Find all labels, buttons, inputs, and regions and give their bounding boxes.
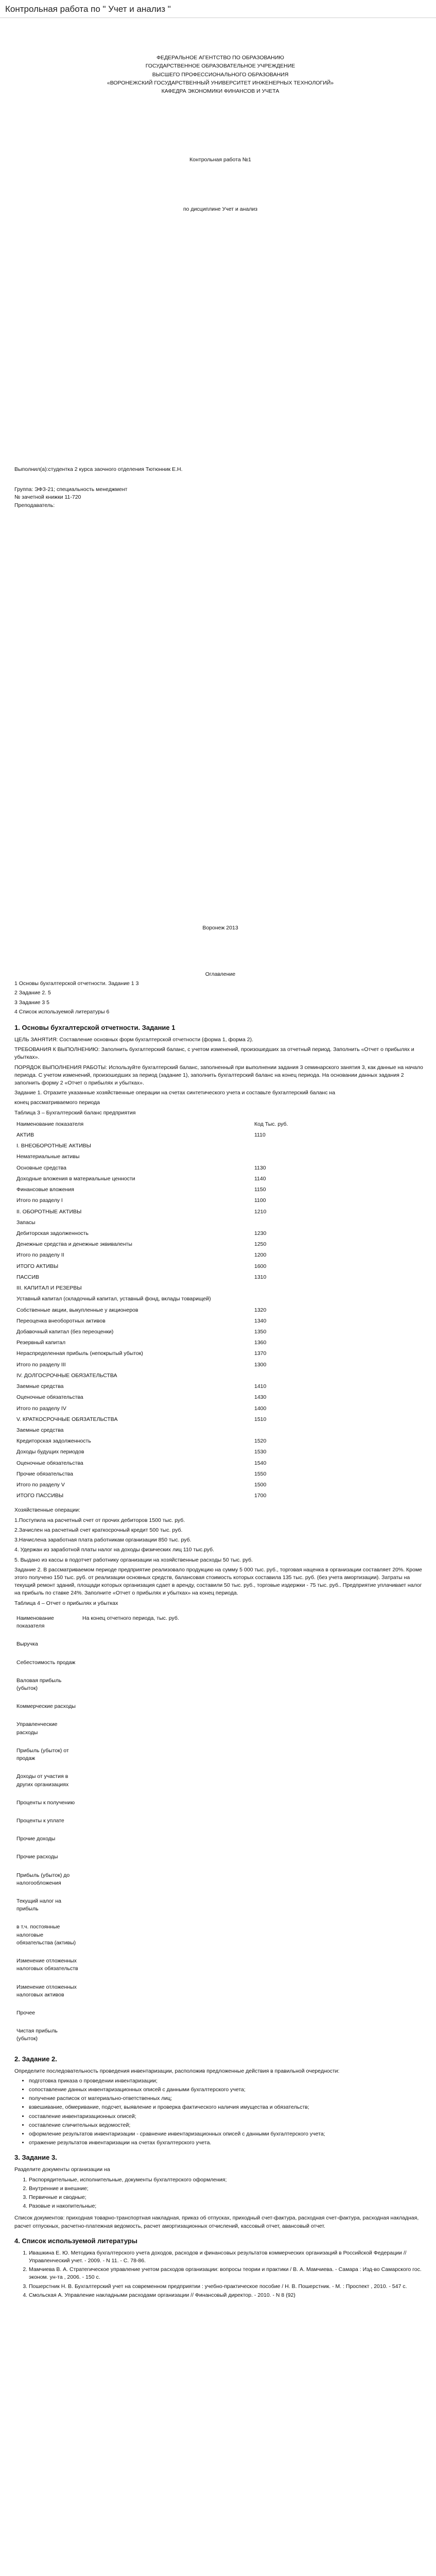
row-value (80, 1768, 303, 1793)
paragraph: Задание 1. Отразите указанные хозяйственные операции на счетах синтетического учета и составьте бухгалтерский баланс на (14, 1090, 336, 1096)
doc-categories (14, 2176, 426, 2211)
row-name: Нераспределенная прибыль (непокрытый убыток) (16, 1350, 143, 1357)
document-header (0, 0, 436, 18)
row-name: ИТОГО АКТИВЫ (16, 1263, 59, 1269)
table-row (14, 1337, 303, 1348)
row-name: Заемные средства (16, 1383, 64, 1390)
table-of-contents (14, 971, 426, 1018)
section4-heading: 4. Список используемой литературы (14, 2236, 137, 2245)
column-header: На конец отчетного периода, тыс. руб. (82, 1615, 179, 1621)
table-row (14, 1163, 303, 1174)
row-name: Прибыль (убыток) до налогообложения (16, 1872, 70, 1886)
row-name: Финансовые вложения (16, 1187, 74, 1193)
row-code: 1350 (254, 1328, 267, 1335)
column-header: Наименование показателя (16, 1121, 84, 1127)
list-item: 3. Пошерстник Н. В. Бухгалтерский учет на современном предприятии : учебно-практическое пособие / Н. В. Пошерстник. - М. : Проспект , 2010. - 547 с. (29, 2283, 426, 2291)
row-name: IV. ДОЛГОСРОЧНЫЕ ОБЯЗАТЕЛЬСТВА (16, 1372, 117, 1379)
table-row (14, 1130, 303, 1141)
operation: 1.Поступила на расчетный счет от прочих дебиторов 1500 тыс. руб. (14, 1517, 185, 1523)
row-code: 1230 (254, 1230, 267, 1236)
row-value (80, 1794, 303, 1812)
row-name: в т.ч. постоянные налоговые обязательства (активы) (16, 1924, 76, 1946)
row-value (80, 1848, 303, 1866)
row-value (80, 1742, 303, 1768)
row-value (80, 1892, 303, 1918)
list-item: 4. Разовые и накопительные; (29, 2202, 426, 2210)
row-name: Прочее (16, 2010, 36, 2016)
info-line: № зачетной книжки 11-720 (14, 494, 81, 501)
row-name: Проценты к уплате (16, 1817, 64, 1824)
student-info (14, 466, 426, 510)
row-name: Доходы от участия в других организациях (16, 1773, 69, 1788)
bibliography (14, 2249, 426, 2299)
list-item: 4. Смольская А. Управление накладными расходами организации // Финансовый директор. - 2010. - N 8 (92) (29, 2292, 426, 2299)
row-code: 1550 (254, 1470, 267, 1477)
row-value (80, 2004, 303, 2022)
row-code: 1530 (254, 1449, 267, 1455)
row-name: Итого по разделу I (16, 1197, 63, 1204)
table-row (14, 1892, 303, 1918)
row-name: III. КАПИТАЛ И РЕЗЕРВЫ (16, 1285, 82, 1292)
table-row (14, 1918, 303, 1952)
main-content (14, 1017, 426, 2303)
row-name: Итого по разделу V (16, 1482, 65, 1488)
table-row (14, 1403, 303, 1414)
row-name: Оценочные обязательства (16, 1460, 83, 1466)
document-body (14, 23, 426, 2298)
row-code: 1130 (254, 1164, 266, 1171)
paragraph: ТРЕБОВАНИЯ К ВЫПОЛНЕНИЮ: Заполнить бухгалтерский баланс, с учетом изменений, произошедших за отчетный период. Заполнить «Отчет о прибылях и убытках». (14, 1046, 414, 1061)
row-code: 1210 (254, 1208, 267, 1215)
row-name: Дебиторская задолженность (16, 1230, 89, 1236)
row-name: Нематериальные активы (16, 1154, 80, 1160)
table-row (14, 1952, 303, 1978)
list-item: • взвешивание, обмеривание, подсчет, выявление и проверка фактического наличия имущества и обязательств; (29, 2104, 426, 2111)
toc-item[interactable]: 3 Задание 3 5 (14, 999, 49, 1006)
table-row (14, 1469, 303, 1480)
list-item: • оформление результатов инвентаризации - сравнение инвентаризационных описей с данными бухгалтерского учета; (29, 2130, 426, 2138)
agency-line: КАФЕДРА ЭКОНОМИКИ ФИНАНСОВ И УЧЕТА (161, 88, 280, 95)
city-year: Воронеж 2013 (202, 925, 238, 931)
info-line: Выполнил(а):студентка 2 курса заочного отделения Тютюнник Е.Н. (14, 466, 183, 472)
table-row (14, 1848, 303, 1866)
table-row (14, 1174, 303, 1184)
table-row (14, 1830, 303, 1848)
table-row (14, 1360, 303, 1370)
table4-title: Таблица 4 – Отчет о прибылях и убытках (14, 1600, 118, 1606)
paragraph: ЦЕЛЬ ЗАНЯТИЯ: Составление основных форм бухгалтерской отчетности (форма 1, форма 2). (14, 1036, 254, 1043)
row-name: Добавочный капитал (без переоценки) (16, 1328, 114, 1335)
row-code: 1520 (254, 1438, 267, 1445)
row-code (252, 1217, 303, 1228)
balance-table (14, 1119, 303, 1502)
row-name: Прочие доходы (16, 1836, 56, 1842)
section2-heading: 2. Задание 2. (14, 2055, 57, 2063)
row-value (80, 1918, 303, 1952)
row-name: Прочие обязательства (16, 1470, 73, 1477)
table-row (14, 1672, 303, 1698)
row-name: Кредиторская задолженность (16, 1438, 91, 1445)
paragraph: Определите последовательность проведения инвентаризации, расположив предложенные действия в правильной очередности: (14, 2067, 340, 2074)
table-row (14, 1490, 303, 1501)
row-value (80, 1978, 303, 2004)
row-name: Собственные акции, выкупленные у акционеров (16, 1307, 138, 1313)
row-code: 1140 (254, 1175, 266, 1182)
row-name: Выручка (16, 1641, 38, 1648)
row-name: Переоценка внеоборотных активов (16, 1317, 106, 1324)
table-row (14, 1436, 303, 1447)
column-header: Код Тыс. руб. (254, 1121, 288, 1127)
table-row (14, 1250, 303, 1261)
table-row (14, 1425, 303, 1436)
table-row (14, 1794, 303, 1812)
row-value (80, 1654, 303, 1672)
row-name: АКТИВ (16, 1132, 34, 1139)
row-code: 1500 (254, 1482, 267, 1488)
row-name: Денежные средства и денежные эквиваленты (16, 1241, 132, 1248)
table-row (14, 1716, 303, 1741)
row-value (80, 1635, 303, 1653)
row-value (80, 1716, 303, 1741)
row-value (80, 1867, 303, 1892)
agency-block (14, 54, 426, 95)
table-row (14, 1654, 303, 1672)
row-name: I. ВНЕОБОРОТНЫЕ АКТИВЫ (16, 1143, 91, 1149)
row-name: II. ОБОРОТНЫЕ АКТИВЫ (16, 1208, 82, 1215)
row-name: Изменение отложенных налоговых активов (16, 1984, 77, 1998)
table-row (14, 2022, 303, 2048)
info-line: Преподаватель: (14, 502, 55, 509)
table-row (14, 1370, 303, 1381)
row-code (252, 1283, 303, 1294)
paragraph: Таблица 3 – Бухгалтерский баланс предприятия (14, 1109, 136, 1116)
list-item: • составление сличительных ведомостей; (29, 2122, 426, 2129)
list-item: • получение расписок от материально-ответственных лиц; (29, 2095, 426, 2103)
row-name: Доходные вложения в материальные ценности (16, 1175, 135, 1182)
row-name: ПАССИВ (16, 1274, 40, 1280)
paragraph: Разделите документы организации на (14, 2166, 110, 2173)
info-line: Группа: ЭФЗ-21; специальность менеджмент (14, 486, 128, 493)
row-code: 1300 (254, 1361, 267, 1368)
agency-line: ГОСУДАРСТВЕННОЕ ОБРАЗОВАТЕЛЬНОЕ УЧРЕЖДЕНИЕ (145, 63, 295, 70)
row-code: 1150 (254, 1187, 266, 1193)
row-name: Итого по разделу III (16, 1361, 66, 1368)
list-item: • сопоставление данных инвентаризационных описей с данными бухгалтерского учета; (29, 2086, 426, 2094)
row-code: 1310 (254, 1274, 267, 1280)
ops-title: Хозяйственные операции: (14, 1507, 80, 1514)
row-code (252, 1151, 303, 1162)
task2-text: Задание 2. В рассматриваемом периоде предприятие реализовало продукцию на сумму 5 000 тыс. руб., торговая наценка в организации составляет 20%. Кроме этого получено 150 тыс. руб. от реализации основных средств, балансовая стоимость которых составила 135 тыс. руб. (без учета амортизации). Затраты на текущий ремонт зданий, площади которых организация сдает в аренду, составили 50 тыс. руб., торговые издержки - 75 тыс. руб.. Предприятие уплачивает налог на прибыль по ставке 24%. Заполните «Отчет о прибылях и убытках» на конец периода. (14, 1566, 422, 1597)
toc-item[interactable]: 4 Список используемой литературы 6 (14, 1008, 110, 1015)
table-row (14, 1272, 303, 1283)
row-code (252, 1294, 303, 1304)
table-row (14, 1195, 303, 1206)
row-name: Оценочные обязательства (16, 1394, 83, 1401)
row-code: 1360 (254, 1340, 267, 1346)
table-row (14, 1812, 303, 1830)
row-name: Валовая прибыль (убыток) (16, 1677, 62, 1691)
row-code: 1400 (254, 1405, 267, 1412)
toc-heading: Оглавление (205, 971, 236, 977)
row-value (80, 1698, 303, 1716)
table-row (14, 1414, 303, 1425)
section3-heading: 3. Задание 3. (14, 2154, 57, 2162)
table-row (14, 1381, 303, 1392)
row-code: 1370 (254, 1350, 267, 1357)
list-item: • отражение результатов инвентаризации на счетах бухгалтерского учета. (29, 2139, 426, 2147)
table-row (14, 1447, 303, 1458)
row-name: Запасы (16, 1219, 36, 1226)
row-code: 1430 (254, 1394, 267, 1401)
paragraph: конец рассматриваемого периода (14, 1099, 100, 1106)
row-name: Себестоимость продаж (16, 1659, 76, 1666)
row-name: Основные средства (16, 1164, 66, 1171)
profit-loss-table (14, 1609, 303, 2048)
row-code: 1320 (254, 1307, 267, 1313)
agency-line: ФЕДЕРАЛЬНОЕ АГЕНТСТВО ПО ОБРАЗОВАНИЮ (156, 55, 284, 61)
table-row (14, 1867, 303, 1892)
row-value (80, 1812, 303, 1830)
table-row (14, 1742, 303, 1768)
list-item: 1. Распорядительные, исполнительные, документы бухгалтерского оформления; (29, 2176, 426, 2184)
table-row (14, 1458, 303, 1469)
agency-line: «ВОРОНЕЖСКИЙ ГОСУДАРСТВЕННЫЙ УНИВЕРСИТЕТ ИНЖЕНЕРНЫХ ТЕХНОЛОГИЙ» (107, 79, 334, 86)
row-code: 1200 (254, 1252, 267, 1259)
section1-heading: 1. Основы бухгалтерской отчетности. Задание 1 (14, 1024, 176, 1031)
row-code: 1600 (254, 1263, 267, 1269)
row-name: Управленческие расходы (16, 1721, 58, 1736)
list-item: • подготовка приказа о проведении инвентаризации; (29, 2077, 426, 2085)
table-row (14, 1228, 303, 1239)
row-name: Коммерческие расходы (16, 1703, 76, 1710)
row-value (80, 1952, 303, 1978)
row-name: Прибыль (убыток) от продаж (16, 1747, 69, 1762)
row-code: 1540 (254, 1460, 267, 1466)
table-row (14, 1217, 303, 1228)
table-row (14, 1184, 303, 1195)
row-name: Проценты к получению (16, 1799, 75, 1806)
operation: 3.Начислена заработная плата работникам организации 850 тыс. руб. (14, 1537, 191, 1544)
table-header (14, 1609, 303, 1635)
table-row (14, 1151, 303, 1162)
row-name: Заемные средства (16, 1427, 64, 1433)
inventory-steps (14, 2077, 426, 2147)
toc-item[interactable]: 1 Основы бухгалтерской отчетности. Задание 1 3 (14, 980, 139, 987)
row-code: 1110 (254, 1132, 266, 1139)
table-header (14, 1119, 303, 1130)
table-row (14, 1635, 303, 1653)
table-row (14, 1207, 303, 1217)
table-row (14, 2004, 303, 2022)
document-title: Контрольная работа по " Учет и анализ " (5, 4, 171, 14)
row-name: Доходы будущих периодов (16, 1449, 84, 1455)
table-row (14, 1305, 303, 1316)
row-name: Прочие расходы (16, 1854, 58, 1860)
row-name: V. КРАТКОСРОЧНЫЕ ОБЯЗАТЕЛЬСТВА (16, 1416, 118, 1422)
list-item: 1. Ивашкина Е. Ю. Методика бухгалтерского учета доходов, расходов и финансовых результатов коммерческих организаций в Российской Федерации // Управленческий учет. - 2009. - N 11. - С. 78-86. (29, 2249, 426, 2265)
list-item: 2. Внутренние и внешние; (29, 2185, 426, 2193)
paragraph: Список документов: приходная товарно-транспортная накладная, приказ об отпусках, приходный счет-фактура, расходная счет-фактура, расходная накладная, расчет отпускных, расчетно-платежная ведомость, расчет амортизационных отчислений, кассовый отчет, авансовый отчет. (14, 2215, 419, 2229)
row-name: Уставный капитал (складочный капитал, уставный фонд, вклады товарищей) (16, 1296, 211, 1302)
row-code (252, 1141, 303, 1151)
column-header: Наименование показателя (16, 1615, 54, 1630)
list-item: • составление инвентаризационных описей; (29, 2113, 426, 2121)
row-code: 1410 (254, 1383, 267, 1390)
operation: 2.Зачислен на расчетный счет краткосрочный кредит 500 тыс. руб. (14, 1527, 183, 1533)
table-row (14, 1348, 303, 1359)
row-code: 1340 (254, 1317, 267, 1324)
row-code: 1250 (254, 1241, 267, 1248)
paragraph: ПОРЯДОК ВЫПОЛНЕНИЯ РАБОТЫ: Используйте бухгалтерский баланс, заполненный при выполнении задания 3 семинарского занятия 3, как данные на начало периода. С учетом изменений, произошедших за период (задание 1), заполнить бухгалтерский баланс на конец периода. На основании данных задания 2 заполнить форму 2 «Отчет о прибылях и убытках». (14, 1064, 423, 1086)
row-value (80, 1672, 303, 1698)
table-row (14, 1480, 303, 1490)
row-name: Чистая прибыль (убыток) (16, 2028, 58, 2042)
row-name: Итого по разделу IV (16, 1405, 66, 1412)
row-value (80, 1830, 303, 1848)
row-code: 1100 (254, 1197, 266, 1204)
list-item: 3. Первичные и сводные; (29, 2194, 426, 2201)
row-name: Текущий налог на прибыль (16, 1898, 62, 1912)
table-row (14, 1261, 303, 1272)
row-name: Итого по разделу II (16, 1252, 64, 1259)
row-name: Резервный капитал (16, 1340, 66, 1346)
table-row (14, 1239, 303, 1250)
list-item: 2. Мамчиева В. А. Стратегическое управление учетом расходов организации: вопросы теории и практики / В. А. Мамчиева. - Самара : Изд-во Самарского гос. эконом. ун-та , 2006. - 150 с. (29, 2266, 426, 2281)
table-row (14, 1316, 303, 1327)
row-code: 1700 (254, 1493, 267, 1499)
table-row (14, 1327, 303, 1337)
row-value (80, 2022, 303, 2048)
agency-line: ВЫСШЕГО ПРОФЕССИОНАЛЬНОГО ОБРАЗОВАНИЯ (152, 71, 289, 78)
operation: 4. Удержан из заработной платы налог на доходы физических лиц 110 тыс.руб. (14, 1547, 215, 1553)
row-code: 1510 (254, 1416, 267, 1422)
table-row (14, 1392, 303, 1403)
operation: 5. Выдано из кассы в подотчет работнику организации на хозяйственные расходы 50 тыс. руб. (14, 1556, 253, 1563)
toc-item[interactable]: 2 Задание 2. 5 (14, 990, 51, 996)
table-row (14, 1283, 303, 1294)
table-row (14, 1294, 303, 1304)
table-row (14, 1768, 303, 1793)
row-code (252, 1425, 303, 1436)
table-row (14, 1141, 303, 1151)
row-code (252, 1370, 303, 1381)
work-title: Контрольная работа №1 (189, 157, 251, 163)
table-row (14, 1698, 303, 1716)
row-name: ИТОГО ПАССИВЫ (16, 1493, 64, 1499)
table-row (14, 1978, 303, 2004)
row-name: Изменение отложенных налоговых обязательств (16, 1958, 78, 1972)
discipline: по дисциплине Учет и анализ (183, 206, 258, 212)
